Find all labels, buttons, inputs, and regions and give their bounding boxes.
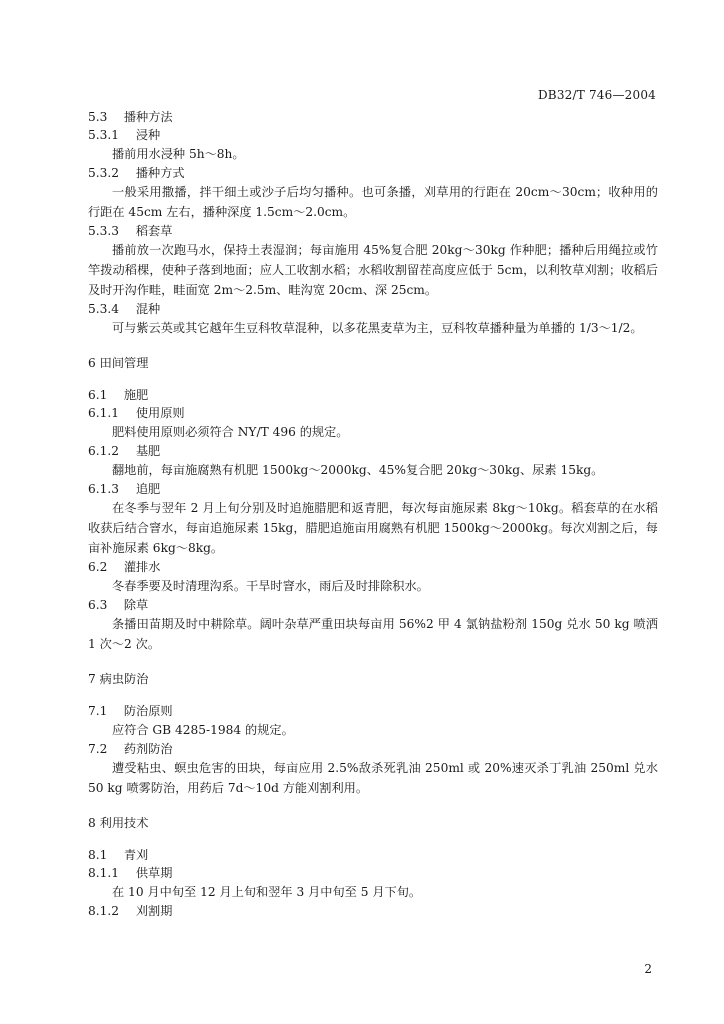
section-heading: 6.2 灌排水	[88, 560, 161, 574]
section-heading: 8.1.1 供草期	[88, 866, 173, 880]
paragraph: 应符合 GB 4285-1984 的规定。	[112, 723, 294, 737]
section-heading: 8.1 青刈	[88, 848, 149, 862]
paragraph: 在冬季与翌年 2 月上旬分别及时追施腊肥和返青肥，每次每亩施尿素 8kg～10kg。稻套草的在水稻收获后结合窨水，每亩追施尿素 15kg，腊肥追施亩用腐熟有机肥 1500kg～2000kg。每次刈割之后，每亩补施尿素 6kg～8kg。	[88, 501, 658, 555]
section-heading: 7.1 防治原则	[88, 704, 173, 718]
section-heading: 6.1.2 基肥	[88, 444, 161, 458]
section-heading: 7.2 药剂防治	[88, 742, 173, 756]
document-body	[88, 108, 658, 920]
section-heading: 8.1.2 刈割期	[88, 904, 173, 918]
paragraph: 播前放一次跑马水，保持土表湿润；每亩施用 45%复合肥 20kg～30kg 作种肥；播种后用绳拉或竹竿拨动稻棵，使种子落到地面；应人工收割水稻；水稻收割留茬高度应低于 5cm，以利牧草刈割；收稻后及时开沟作畦，畦面宽 2m～2.5m、畦沟宽 20cm、深 25cm。	[88, 243, 658, 297]
section-heading: 5.3.3 稻套草	[88, 224, 173, 238]
section-heading: 5.3.4 混种	[88, 302, 161, 316]
standard-code: DB32/T 746—2004	[537, 88, 656, 102]
page-number: 2	[644, 962, 652, 976]
chapter-heading: 8 利用技术	[88, 816, 149, 830]
paragraph: 一般采用撒播，拌干细土或沙子后均匀播种。也可条播，刈草用的行距在 20cm～30cm；收种用的行距在 45cm 左右，播种深度 1.5cm～2.0cm。	[88, 185, 658, 219]
section-heading: 6.3 除草	[88, 598, 149, 612]
paragraph: 在 10 月中旬至 12 月上旬和翌年 3 月中旬至 5 月下旬。	[112, 885, 422, 899]
paragraph: 肥料使用原则必须符合 NY/T 496 的规定。	[112, 425, 349, 439]
chapter-heading: 6 田间管理	[88, 356, 149, 370]
paragraph: 可与紫云英或其它越年生豆科牧草混种，以多花黑麦草为主，豆科牧草播种量为单播的 1/3～1/2。	[112, 321, 643, 335]
paragraph: 遭受粘虫、螟虫危害的田块，每亩应用 2.5%敌杀死乳油 250ml 或 20%速灭杀丁乳油 250ml 兑水 50 kg 喷雾防治，用药后 7d～10d 方能刈割利用。	[88, 761, 658, 795]
section-heading: 6.1.1 使用原则	[88, 406, 185, 420]
chapter-heading: 7 病虫防治	[88, 672, 149, 686]
paragraph: 翻地前，每亩施腐熟有机肥 1500kg～2000kg、45%复合肥 20kg～30kg、尿素 15kg。	[112, 463, 604, 477]
paragraph: 条播田苗期及时中耕除草。阔叶杂草严重田块每亩用 56%2 甲 4 氯钠盐粉剂 150g 兑水 50 kg 喷洒 1 次～2 次。	[88, 617, 658, 651]
section-heading: 5.3.2 播种方式	[88, 166, 185, 180]
section-heading: 6.1 施肥	[88, 388, 149, 402]
paragraph: 播前用水浸种 5h～8h。	[112, 147, 245, 161]
section-heading: 5.3 播种方法	[88, 110, 173, 124]
section-heading: 5.3.1 浸种	[88, 128, 161, 142]
section-heading: 6.1.3 追肥	[88, 482, 161, 496]
paragraph: 冬春季要及时清理沟系。干旱时窨水，雨后及时排除积水。	[112, 579, 429, 593]
